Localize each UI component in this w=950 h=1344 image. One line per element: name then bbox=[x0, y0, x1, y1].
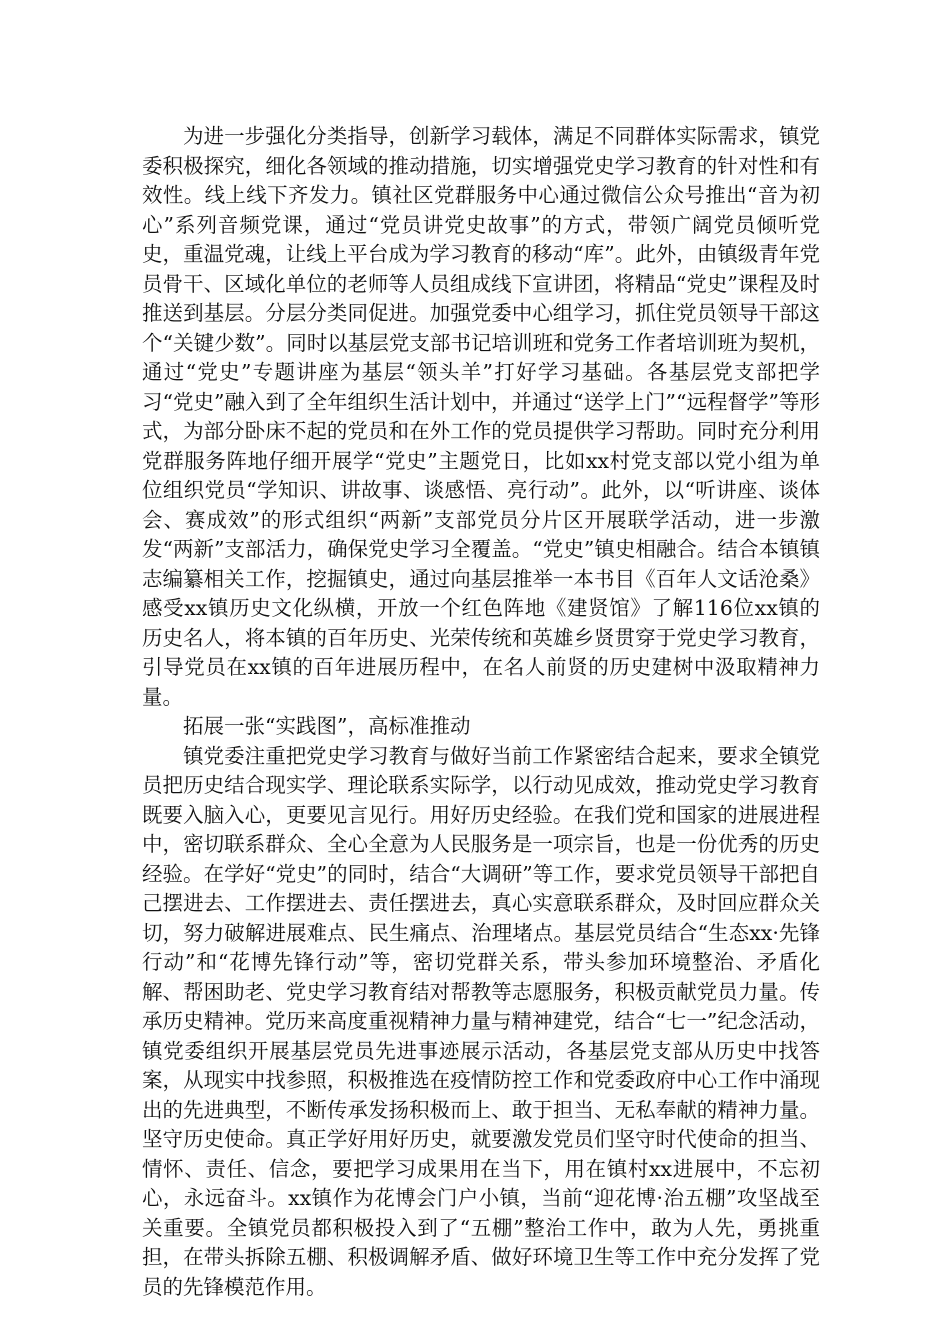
section-heading: 拓展一张“实践图”，高标准推动 bbox=[183, 714, 471, 738]
document-page bbox=[142, 122, 820, 1302]
body-paragraph-1: 为进一步强化分类指导，创新学习载体，满足不同群体实际需求，镇党委积极探究，细化各领域的推动措施，切实增强党史学习教育的针对性和有效性。线上线下齐发力。镇社区党群服务中心通过微信公众号推出“音为初心”系列音频党课，通过“党员讲党史故事”的方式，带领广阔党员倾听党史，重温党魂，让线上平台成为学习教育的移动“库”。此外，由镇级青年党员骨干、区域化单位的老师等人员组成线下宣讲团，将精品“党史”课程及时推送到基层。分层分类同促进。加强党委中心组学习，抓住党员领导干部这个“关键少数”。同时以基层党支部书记培训班和党务工作者培训班为契机，通过“党史”专题讲座为基层“领头羊”打好学习基础。各基层党支部把学习“党史”融入到了全年组织生活计划中，并通过“送学上门”“远程督学”等形式，为部分卧床不起的党员和在外工作的党员提供学习帮助。同时充分利用党群服务阵地仔细开展学“党史”主题党日，比如xx村党支部以党小组为单位组织党员“学知识、讲故事、谈感悟、亮行动”。此外，以“听讲座、谈体会、赛成效”的形式组织“两新”支部党员分片区开展联学活动，进一步激发“两新”支部活力，确保党史学习全覆盖。“党史”镇史相融合。结合本镇镇志编纂相关工作，挖掘镇史，通过向基层推举一本书目《百年人文话沧桑》感受xx镇历史文化纵横，开放一个红色阵地《建贤馆》了解116位xx镇的历史名人，将本镇的百年历史、光荣传统和英雄乡贤贯穿于党史学习教育，引导党员在xx镇的百年进展历程中，在名人前贤的历史建树中汲取精神力量。 bbox=[142, 124, 820, 709]
body-paragraph-2: 镇党委注重把党史学习教育与做好当前工作紧密结合起来，要求全镇党员把历史结合现实学、理论联系实际学，以行动见成效，推动党史学习教育既要入脑入心，更要见言见行。用好历史经验。在我们党和国家的进展进程中，密切联系群众、全心全意为人民服务是一项宗旨，也是一份优秀的历史经验。在学好“党史”的同时，结合“大调研”等工作，要求党员领导干部把自己摆进去、工作摆进去、责任摆进去，真心实意联系群众，及时回应群众关切，努力破解进展难点、民生痛点、治理堵点。基层党员结合“生态xx·先锋行动”和“花博先锋行动”等，密切党群关系，带头参加环境整治、矛盾化解、帮困助老、党史学习教育结对帮教等志愿服务，积极贡献党员力量。传承历史精神。党历来高度重视精神力量与精神建党，结合“七一”纪念活动，镇党委组织开展基层党员先进事迹展示活动，各基层党支部从历史中找答案，从现实中找参照，积极推选在疫情防控工作和党委政府中心工作中涌现出的先进典型，不断传承发扬积极而上、敢于担当、无私奉献的精神力量。坚守历史使命。真正学好用好历史，就要激发党员们坚守时代使命的担当、情怀、责任、信念，要把学习成果用在当下，用在镇村xx进展中，不忘初心，永远奋斗。xx镇作为花博会门户小镇，当前“迎花博·治五棚”攻坚战至关重要。全镇党员都积极投入到了“五棚”整治工作中，敢为人先，勇挑重担，在带头拆除五棚、积极调解矛盾、做好环境卫生等工作中充分发挥了党员的先锋模范作用。 bbox=[142, 743, 820, 1299]
